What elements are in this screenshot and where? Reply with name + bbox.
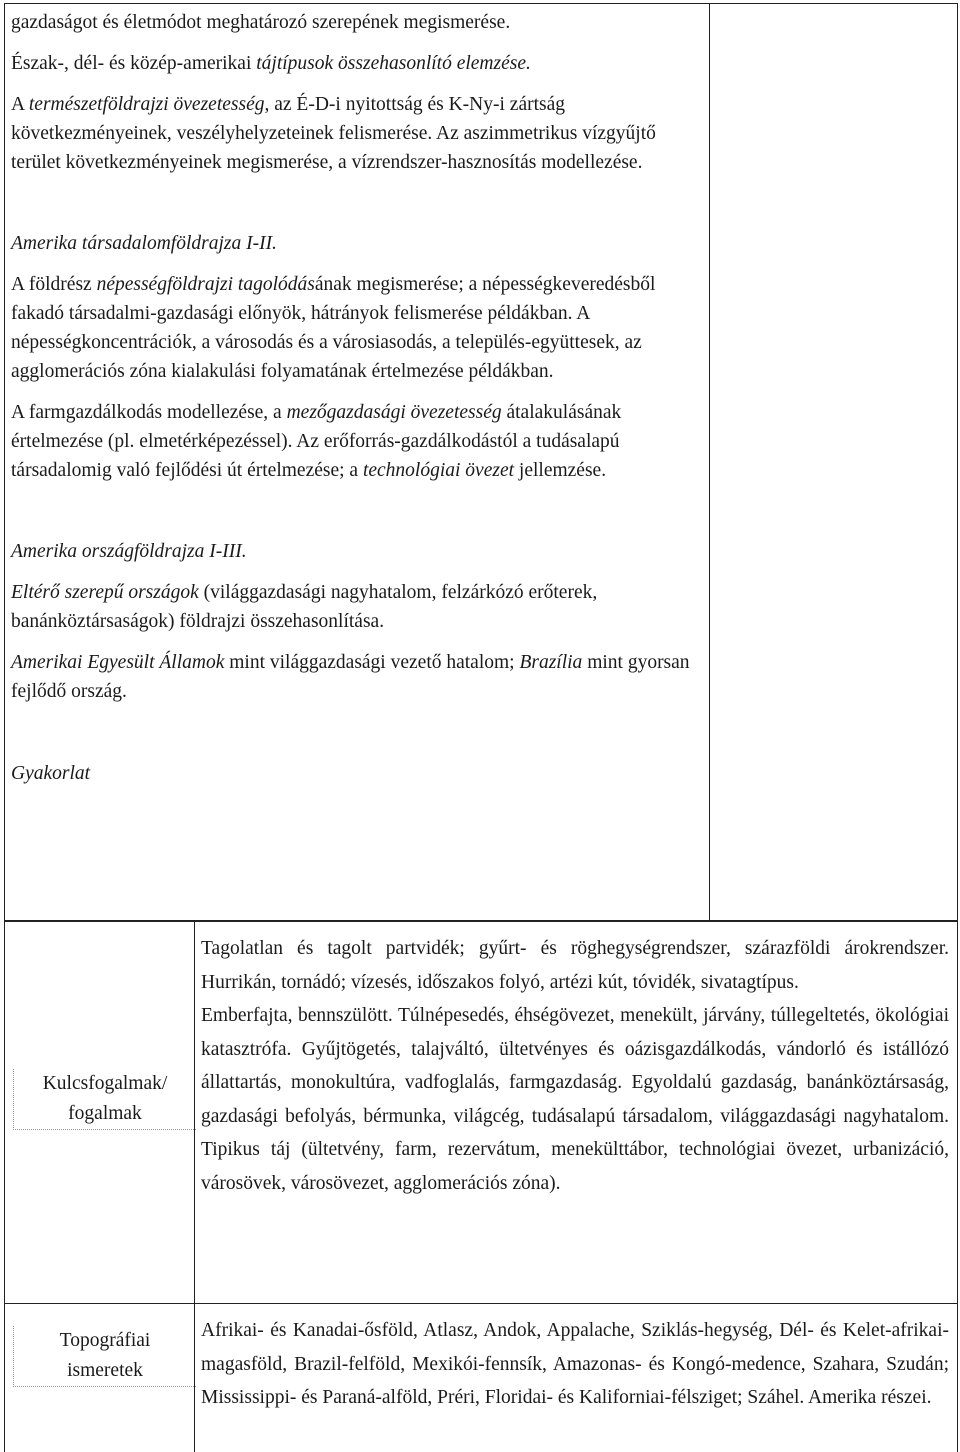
text-paragraph: A farmgazdálkodás modellezése, a mezőgazdasági övezetesség átalakulásának értelmezése (pl. elmetérképezéssel). Az erőforrás-gazdálkodástól a tudásalapú társadalomig való fejlődési út értelmezése; a technológiai övezet jellemzése. [11, 402, 622, 481]
text-paragraph: Észak-, dél- és közép-amerikai tájtípusok összehasonlító elemzése. [11, 53, 531, 74]
upper-table-row [4, 3, 958, 921]
section-title-gyakorlat: Gyakorlat [11, 763, 91, 784]
row-label-topografia: Topográfiai ismeretek [13, 1326, 196, 1387]
section-title-tarsadalomfoldrajz: Amerika társadalomföldrajza I-II. [11, 233, 277, 254]
row-content-cell [201, 1314, 949, 1415]
text-paragraph: Emberfajta, bennszülött. Túlnépesedés, éhségövezet, menekült, járvány, túllegeltetés, ökológiai katasztrófa. Gyűjtögetés, talajváltó, ültetvényes és oázisgazdálkodás, vándorló és istállózó állattartás, monokultúra, vadfoglalás, farmgazdaság. Egyoldalú gazdaság, banánköztársaság, gazdasági befolyás, bérmunka, világcég, tudásalapú társadalom, világgazdasági nagyhatalom. Tipikus táj (ültetvény, farm, rezervátum, menekülttábor, technológiai övezet, urbanizáció, városövek, városövezet, agglomerációs zóna). [201, 1005, 949, 1194]
text-paragraph: A földrész népességföldrajzi tagolódásának megismerése; a népességkeveredésből fakadó társadalmi-gazdasági előnyök, hátrányok felismerése példákban. A népességkoncentrációk, a városodás és a városiasodás, a település-együttesek, az agglomerációs zóna kialakulási folyamatának értelmezése példákban. [11, 274, 656, 382]
concept-table [4, 921, 958, 1452]
content-cell [11, 4, 705, 788]
text-paragraph: Amerikai Egyesült Államok mint világgazdasági vezető hatalom; Brazília mint gyorsan fejlődő ország. [11, 652, 690, 702]
row-label-kulcsfogalmak: Kulcsfogalmak/ fogalmak [13, 1069, 196, 1130]
table-row-topografia [5, 1303, 957, 1452]
text-paragraph: A természetföldrajzi övezetesség, az É-D-i nyitottság és K-Ny-i zártság következményeinek, veszélyhelyzeteinek felismerése. Az aszimmetrikus vízgyűjtő terület következményeinek megismerése, a vízrendszer-hasznosítás modellezése. [11, 94, 656, 173]
row-header-cell [5, 922, 195, 1303]
text-line: gazdaságot és életmódot meghatározó szerepének megismerése. [11, 12, 511, 33]
column-divider [709, 4, 710, 920]
text-paragraph: Afrikai- és Kanadai-ősföld, Atlasz, Andok, Appalache, Sziklás-hegység, Dél- és Kelet-afrikai- magasföld, Brazil-felföld, Mexikói-fennsík, Amazonas- és Kongó-medence, Szahara, Szudán; Mississippi- és Paraná-alföld, Préri, Floridai- és Kaliforniai-félsziget; Száhel. Amerika részei. [201, 1320, 949, 1408]
section-title-orszagfoldrajz: Amerika országföldrajza I-III. [11, 541, 247, 562]
row-content-cell [201, 932, 949, 1200]
text-paragraph: Tagolatlan és tagolt partvidék; gyűrt- és röghegységrendszer, szárazföldi árokrendszer. Hurrikán, tornádó; vízesés, időszakos folyó, artézi kút, tóvidék, sivatagtípus. [201, 938, 949, 993]
table-row-kulcsfogalmak [5, 921, 957, 1303]
text-paragraph: Eltérő szerepű országok (világgazdasági nagyhatalom, felzárkózó erőterek, banánköztársaságok) földrajzi összehasonlítása. [11, 582, 598, 632]
row-header-cell [5, 1304, 195, 1452]
